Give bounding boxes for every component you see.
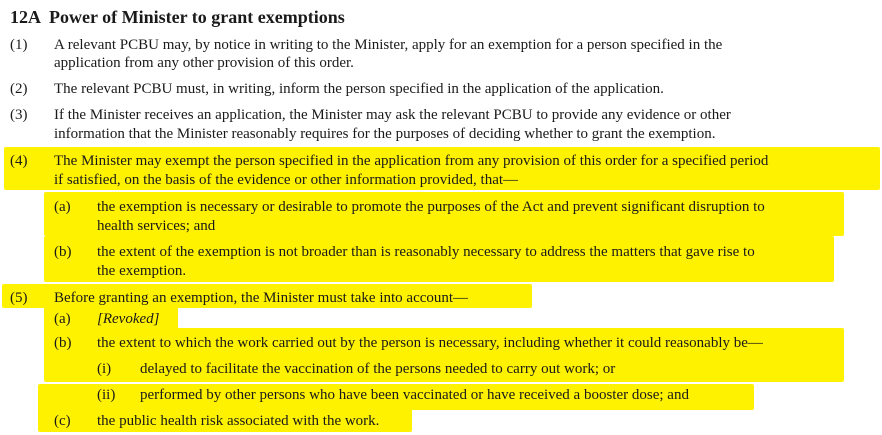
clause-3-number: (3) xyxy=(10,107,28,123)
clause-5a-text: [Revoked] xyxy=(97,311,160,327)
clause-4-number: (4) xyxy=(10,153,28,169)
clause-4b-number: (b) xyxy=(54,244,72,260)
clause-2-number: (2) xyxy=(10,81,28,97)
clause-4a-line-1: the exemption is necessary or desirable to promote the purposes of the Act and prevent significant disruption to xyxy=(97,199,765,215)
clause-4b-line-1: the extent of the exemption is not broader than is reasonably necessary to address the matters that gave rise to xyxy=(97,244,755,260)
clause-5b-number: (b) xyxy=(54,335,72,351)
clause-5b-ii-number: (ii) xyxy=(97,387,116,403)
section-number: 12A xyxy=(10,7,41,27)
clause-4a-line-2: health services; and xyxy=(97,218,216,234)
clause-4-line-1: The Minister may exempt the person specified in the application from any provision of this order for a specified period xyxy=(54,153,769,169)
clause-1-line-2: application from any other provision of this order. xyxy=(54,55,354,71)
clause-1-number: (1) xyxy=(10,37,28,53)
clause-5-number: (5) xyxy=(10,290,28,306)
clause-5-line-1: Before granting an exemption, the Minister must take into account— xyxy=(54,290,469,306)
clause-5a-number: (a) xyxy=(54,311,71,327)
clause-4-line-2: if satisfied, on the basis of the evidence or other information provided, that— xyxy=(54,172,519,188)
clause-5b-i-number: (i) xyxy=(97,361,112,377)
clause-5c-text: the public health risk associated with the work. xyxy=(97,413,380,429)
clause-4b-line-2: the exemption. xyxy=(97,263,187,279)
section-title: Power of Minister to grant exemptions xyxy=(49,7,345,27)
clause-2-line-1: The relevant PCBU must, in writing, inform the person specified in the application of the application. xyxy=(54,81,664,97)
clause-1-line-1: A relevant PCBU may, by notice in writing to the Minister, apply for an exemption for a person specified in the xyxy=(54,37,723,53)
clause-5b-ii-text: performed by other persons who have been vaccinated or have received a booster dose; and xyxy=(140,387,689,403)
section-heading xyxy=(10,6,345,28)
clause-4a-number: (a) xyxy=(54,199,71,215)
clause-5b-i-text: delayed to facilitate the vaccination of the persons needed to carry out work; or xyxy=(140,361,616,377)
clause-5b-line-1: the extent to which the work carried out by the person is necessary, including whether it could reasonably be— xyxy=(97,335,763,351)
clause-3-line-1: If the Minister receives an application, the Minister may ask the relevant PCBU to provide any evidence or other xyxy=(54,107,731,123)
clause-5c-number: (c) xyxy=(54,413,71,429)
clause-3-line-2: information that the Minister reasonably requires for the purposes of deciding whether to grant the exemption. xyxy=(54,126,716,142)
